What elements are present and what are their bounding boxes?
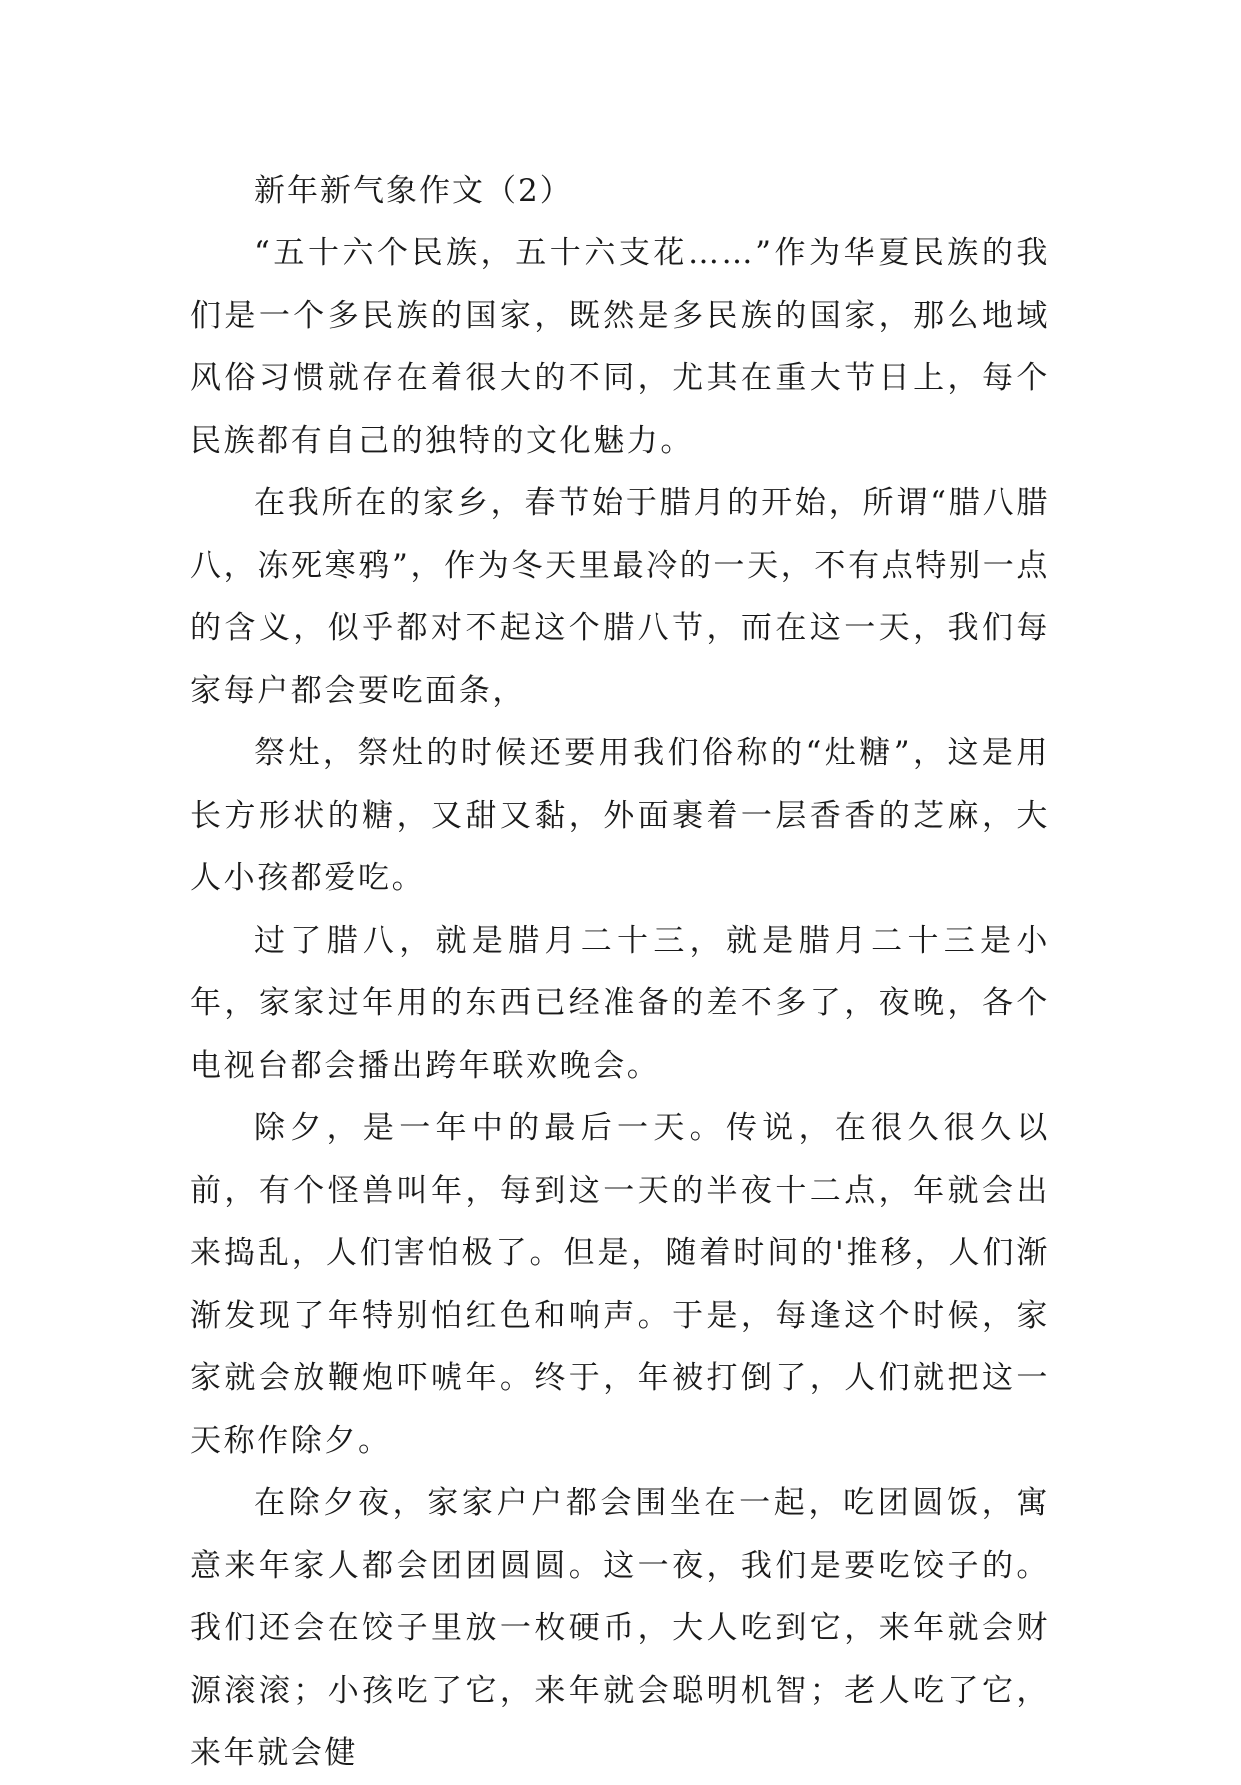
paragraph: 在除夕夜，家家户户都会围坐在一起，吃团圆饭，寓意来年家人都会团团圆圆。这一夜，我们是要吃饺子的。我们还会在饺子里放一枚硬币，大人吃到它，来年就会财源滚滚；小孩吃了它，来年就会聪明机智；老人吃了它，来年就会健 [190,1485,1050,1771]
paragraph: 在我所在的家乡，春节始于腊月的开始，所谓“腊八腊八，冻死寒鸦”，作为冬天里最冷的一天，不有点特别一点的含义，似乎都对不起这个腊八节，而在这一天，我们每家每户都会要吃面条， [190,485,1050,709]
paragraph: 祭灶，祭灶的时候还要用我们俗称的“灶糖”，这是用长方形状的糖，又甜又黏，外面裹着一层香香的芝麻，大人小孩都爱吃。 [190,735,1050,896]
paragraph: 过了腊八，就是腊月二十三，就是腊月二十三是小年，家家过年用的东西已经准备的差不多了，夜晚，各个电视台都会播出跨年联欢晚会。 [190,922,1050,1084]
paragraph: “五十六个民族，五十六支花……”作为华夏民族的我们是一个多民族的国家，既然是多民族的国家，那么地域风俗习惯就存在着很大的不同，尤其在重大节日上，每个民族都有自己的独特的文化魅力。 [190,235,1050,459]
paragraph: 除夕，是一年中的最后一天。传说，在很久很久以前，有个怪兽叫年，每到这一天的半夜十二点，年就会出来捣乱，人们害怕极了。但是，随着时间的'推移，人们渐渐发现了年特别怕红色和响声。于是，每逢这个时候，家家就会放鞭炮吓唬年。终于，年被打倒了，人们就把这一天称作除夕。 [190,1110,1050,1459]
document-body [190,160,1050,1785]
document-title: 新年新气象作文（2） [254,173,573,209]
